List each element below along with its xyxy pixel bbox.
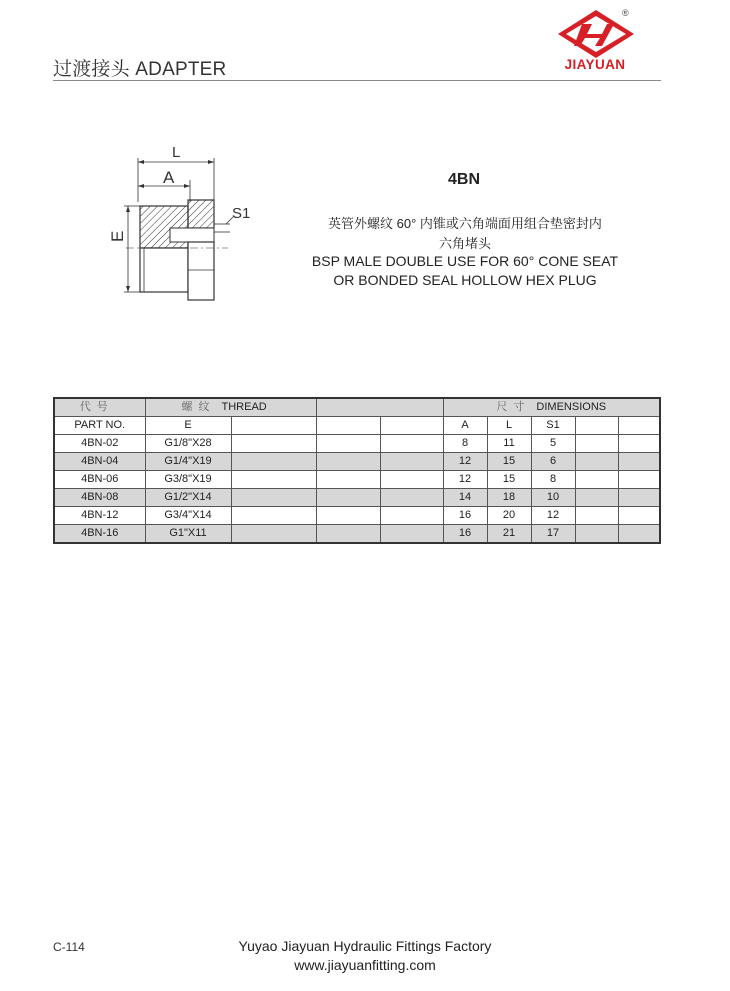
header-divider (53, 80, 661, 81)
cell-l: 15 (487, 453, 531, 471)
table-row (54, 507, 660, 525)
cell-s1: 17 (531, 525, 575, 544)
cell-s1: 5 (531, 435, 575, 453)
header-blank (316, 398, 443, 417)
cell-a: 14 (443, 489, 487, 507)
subheader-e: E (145, 417, 231, 435)
fitting-drawing (96, 140, 266, 310)
description-cn-line1: 英管外螺纹 60° 内锥或六角端面用组合垫密封内 (328, 216, 602, 231)
cell-a: 16 (443, 525, 487, 544)
subheader-part-no: PART NO. (54, 417, 145, 435)
cell-s1: 6 (531, 453, 575, 471)
cell-l: 15 (487, 471, 531, 489)
footer-company: Yuyao Jiayuan Hydraulic Fittings Factory (238, 938, 492, 954)
description-en-line1: BSP MALE DOUBLE USE FOR 60° CONE SEAT (311, 253, 619, 269)
cell-a: 8 (443, 435, 487, 453)
subheader-l: L (487, 417, 531, 435)
dim-label-e: E (108, 230, 127, 242)
cell-a: 12 (443, 453, 487, 471)
cell-s1: 8 (531, 471, 575, 489)
registered-mark: ® (622, 8, 629, 18)
cell-part: 4BN-02 (54, 435, 145, 453)
description-en-line2: OR BONDED SEAL HOLLOW HEX PLUG (333, 272, 597, 288)
cell-thread: G1/8"X28 (145, 435, 231, 453)
table-row (54, 453, 660, 471)
footer-website[interactable]: www.jiayuanfitting.com (294, 957, 436, 973)
table-row (54, 489, 660, 507)
description-cn-line2: 六角堵头 (438, 236, 491, 251)
brand-name: JIAYUAN (564, 57, 626, 72)
cell-part: 4BN-04 (54, 453, 145, 471)
header-thread: 螺纹 THREAD (145, 398, 316, 417)
dimension-table (53, 397, 661, 544)
cell-l: 21 (487, 525, 531, 544)
table-row (54, 435, 660, 453)
table-subheader-row (54, 417, 660, 435)
subheader-s1: S1 (531, 417, 575, 435)
cell-part: 4BN-06 (54, 471, 145, 489)
table-header-row (54, 398, 660, 417)
cell-thread: G1/4"X19 (145, 453, 231, 471)
cell-thread: G1/2"X14 (145, 489, 231, 507)
dim-label-l: L (172, 144, 181, 161)
page-number: C-114 (53, 940, 85, 954)
cell-s1: 12 (531, 507, 575, 525)
header-dimensions: 尺寸 DIMENSIONS (443, 398, 660, 417)
cell-l: 11 (487, 435, 531, 453)
cell-a: 12 (443, 471, 487, 489)
cell-l: 18 (487, 489, 531, 507)
cell-l: 20 (487, 507, 531, 525)
product-model: 4BN (447, 171, 480, 188)
dim-label-a: A (163, 168, 175, 187)
dim-label-s1: S1 (232, 205, 251, 222)
subheader-a: A (443, 417, 487, 435)
header-code: 代号 (54, 398, 145, 417)
cell-thread: G3/8"X19 (145, 471, 231, 489)
table-row (54, 471, 660, 489)
cell-part: 4BN-16 (54, 525, 145, 544)
cell-part: 4BN-08 (54, 489, 145, 507)
page-title: 过渡接头 ADAPTER (53, 59, 227, 80)
cell-a: 16 (443, 507, 487, 525)
cell-part: 4BN-12 (54, 507, 145, 525)
cell-s1: 10 (531, 489, 575, 507)
cell-thread: G3/4"X14 (145, 507, 231, 525)
cell-thread: G1"X11 (145, 525, 231, 544)
table-row (54, 525, 660, 544)
